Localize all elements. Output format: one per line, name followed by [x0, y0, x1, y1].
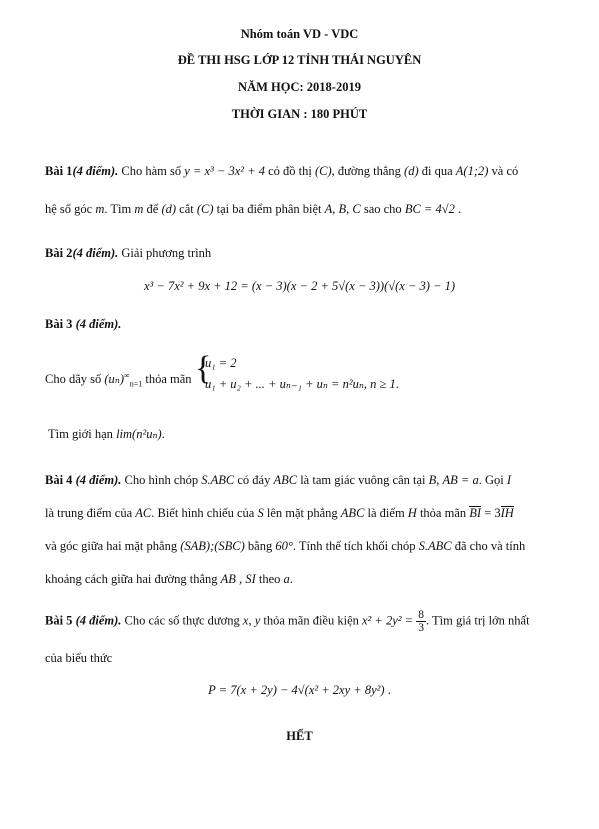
text: . Biết hình chiếu của [151, 506, 255, 520]
vector-ih: IH [500, 506, 514, 520]
fraction-denominator: 3 [418, 622, 424, 634]
formula: y = x³ − 3x² + 4 [184, 164, 265, 178]
system-line-2: u₁ + u₂ + ... + uₙ₋₁ + uₙ = n²uₙ, n ≥ 1 [205, 377, 396, 391]
problem-5-points: (4 điểm). [75, 613, 122, 628]
fraction-8-3 [416, 609, 426, 634]
text: là điểm [367, 506, 405, 520]
problem-4-points: (4 điểm). [75, 473, 122, 487]
problem-5-label: Bài 5 [45, 613, 73, 628]
formula: (C) [196, 202, 214, 216]
text: và góc giữa hai mặt phẳng [45, 539, 178, 553]
problem-2-label: Bài 2 [45, 246, 73, 260]
formula: A(1;2) [455, 164, 489, 178]
text: thỏa mãn [419, 506, 467, 520]
formula: m [95, 202, 105, 216]
problem-3-label: Bài 3 [45, 317, 73, 331]
text: hệ số góc [45, 202, 93, 216]
formula: x² + 2y² = [362, 613, 414, 628]
text: , đường thẳng [331, 164, 401, 178]
text: sao cho [363, 202, 402, 216]
formula: H [407, 506, 417, 520]
text: theo [258, 572, 281, 586]
problem-4-line-1: Bài 4 (4 điểm). Cho hình chóp S.ABC có đáy ABC là tam giác vuông cân tại B, AB = a. Gọi I [45, 473, 512, 487]
text: . Tìm giá trị lớn nhất [425, 613, 530, 628]
formula: (d) [404, 164, 419, 178]
text: . [457, 202, 462, 216]
formula: B [428, 473, 437, 487]
text: bằng [247, 539, 273, 553]
expression: P = 7(x + 2y) − 4√(x² + 2xy + 8y²) [208, 683, 385, 697]
text: và có [491, 164, 519, 178]
problem-2-equation [0, 279, 599, 294]
text: . Tìm [104, 202, 132, 216]
problem-1-line-1 [45, 163, 560, 179]
problem-5-line-1 [45, 609, 560, 634]
problem-4-line-3 [45, 538, 560, 554]
text: là trung điểm của [45, 506, 133, 520]
formula: I [506, 473, 512, 487]
problem-2-line-1 [45, 245, 560, 261]
formula: 60° [275, 539, 293, 553]
problem-3-points: (4 điểm). [75, 317, 122, 331]
problem-4-label: Bài 4 [45, 473, 73, 487]
text: đã cho và tính [454, 539, 526, 553]
text: Cho hàm số [121, 164, 182, 178]
text: . Gọi [478, 473, 504, 487]
formula: A, B, C [324, 202, 361, 216]
text: thỏa mãn [145, 372, 192, 387]
text: có đáy [237, 473, 271, 487]
text: tại ba điểm phân biệt [216, 202, 322, 216]
formula: S [257, 506, 264, 520]
text: Cho dãy số [45, 372, 102, 387]
formula: (d) [161, 202, 177, 216]
text: cắt [179, 202, 194, 216]
text: lên mặt phẳng [266, 506, 338, 520]
equation: x³ − 7x² + 9x + 12 = (x − 3)(x − 2 + 5√(x − 3))(√(x − 3) − 1) [143, 279, 456, 293]
formula: AB = a [442, 473, 479, 487]
formula: BC = 4√2 [404, 202, 455, 216]
text: Cho hình chóp [124, 473, 199, 487]
problem-5-line-2 [45, 650, 560, 666]
text: thỏa mãn điều kiện [263, 613, 359, 628]
problem-4-line-2: là trung điểm của AC. Biết hình chiếu của S lên mặt phẳng ABC là điểm H thỏa mãn BI = 3IH [45, 506, 514, 520]
text: có đồ thị [268, 164, 312, 178]
problem-1-line-2 [45, 201, 560, 217]
text: . [289, 572, 293, 586]
formula: a [283, 572, 290, 586]
text: để [146, 202, 159, 216]
limit: lim(n²uₙ) [116, 427, 162, 441]
text: đi qua [421, 164, 453, 178]
text: . Tính thể tích khối chóp [292, 539, 416, 553]
text: Tìm giới hạn [48, 427, 113, 441]
superscript-infinity: ∞ [124, 371, 130, 380]
formula: AB , SI [220, 572, 256, 586]
text: là tam giác vuông cân tại [300, 473, 426, 487]
formula: ABC [273, 473, 298, 487]
problem-1-label: Bài 1 [45, 164, 73, 178]
problem-5-expression [0, 683, 599, 698]
problem-2-points: (4 điểm). [72, 246, 119, 260]
problem-3-line-1 [45, 316, 560, 332]
formula: x, y [242, 613, 261, 628]
school-year: NĂM HỌC: 2018-2019 [238, 80, 361, 94]
exam-duration: THỜI GIAN : 180 PHÚT [231, 107, 368, 121]
sequence: (uₙ) [104, 372, 125, 387]
formula: S.ABC [201, 473, 235, 487]
formula: AC [135, 506, 152, 520]
problem-3-line-3: Tìm giới hạn lim(n²uₙ). [48, 427, 165, 441]
group-name: Nhóm toán VD - VDC [240, 27, 359, 41]
formula: ABC [340, 506, 365, 520]
system-line-1: u₁ = 2 [205, 356, 237, 370]
problem-1-points: (4 điểm). [72, 164, 119, 178]
problem-4-line-4 [45, 571, 560, 587]
formula: (SAB);(SBC) [180, 539, 245, 553]
formula: m [134, 202, 144, 216]
text: . [387, 683, 391, 697]
subscript-n1: n=1 [129, 379, 143, 389]
exam-title: ĐỀ THI HSG LỚP 12 TỈNH THÁI NGUYÊN [177, 53, 422, 67]
text: Cho các số thực dương [124, 613, 240, 628]
text: khoảng cách giữa hai đường thẳng [45, 572, 218, 586]
text: của biểu thức [45, 651, 113, 665]
brace: { [195, 350, 212, 387]
formula: (C) [314, 164, 332, 178]
formula: S.ABC [418, 539, 452, 553]
text: Giải phương trình [121, 246, 212, 260]
vector-bi: BI [469, 506, 482, 520]
fraction-numerator: 8 [418, 609, 424, 621]
end-marker: HẾT [286, 729, 313, 743]
